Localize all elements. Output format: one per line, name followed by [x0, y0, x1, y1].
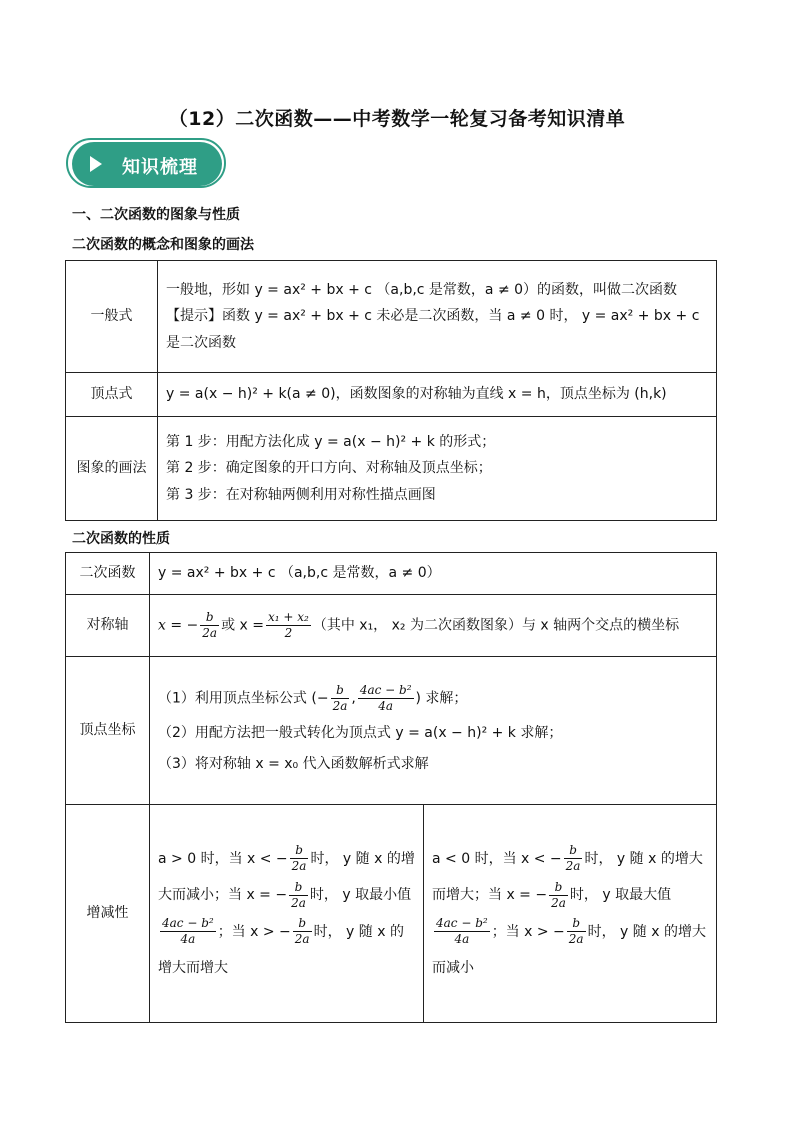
fraction-den: 2a [294, 932, 310, 946]
fraction [564, 843, 583, 874]
mono-left-3-mid: ；当 x > − [217, 923, 291, 940]
fraction-num: b [200, 610, 219, 626]
fraction-den: 2a [565, 859, 581, 874]
vertex-l1-pre: （1）利用顶点坐标公式 (− [158, 690, 329, 707]
fraction-den: 2a [568, 932, 584, 946]
mono-right-3-post: 时， y 随 x 的增大而减小 [432, 923, 706, 976]
vertex-l1-post: ) 求解； [415, 690, 468, 707]
concept-table [65, 260, 717, 521]
fraction-num: b [564, 843, 583, 859]
axis-mid: 或 x = [221, 617, 264, 634]
row-content [158, 261, 717, 373]
fraction [289, 880, 308, 911]
fraction-num: b [331, 683, 350, 699]
table-row [66, 657, 717, 805]
fraction-num: b [290, 843, 309, 859]
fraction [160, 916, 216, 947]
vertex-form-text: y = a(x − h)² + k(a ≠ 0)，函数图象的对称轴为直线 x = h，顶点坐标为 (h,k) [158, 373, 717, 417]
row-head: 一般式 [66, 261, 158, 373]
fraction-den: 4a [378, 699, 394, 714]
row-content [158, 417, 717, 521]
fraction [293, 916, 312, 947]
mono-right-3-mid: ；当 x > − [491, 923, 565, 940]
vertex-method-1: （1）利用顶点坐标公式 (− $\frac{b}{2a}$ , $\frac{\text{4ac − b²}}{4a}$ ) 求解； [158, 683, 468, 714]
fraction-den: 2a [291, 895, 306, 910]
row-head: 对称轴 [66, 595, 150, 657]
axis-post: （其中 x₁， x₂ 为二次函数图象）与 x 轴两个交点的横坐标 [312, 617, 680, 634]
step-2: 第 2 步：确定图象的开口方向、对称轴及顶点坐标； [166, 460, 492, 477]
fraction-den: 4a [454, 932, 470, 946]
general-form-tip: 【提示】函数 y = ax² + bx + c 未必是二次函数，当 a ≠ 0 时， y = ax² + bx + c 是二次函数 [166, 308, 700, 351]
mono-right-1: a < 0 时，当 x < − [432, 850, 562, 867]
fraction-num: 4ac − b² [436, 916, 488, 930]
step-1: 第 1 步：用配方法化成 y = a(x − h)² + k 的形式； [166, 433, 496, 450]
fraction [358, 683, 414, 714]
mono-left-1: a > 0 时，当 x < − [158, 850, 288, 867]
fraction [290, 843, 309, 874]
fraction-num: b [289, 880, 308, 896]
mono-left-3-post: 时， y 随 x 的增大而增大 [158, 923, 404, 976]
row-head: 二次函数 [66, 553, 150, 595]
subheading-concept: 二次函数的概念和图象的画法 [72, 237, 254, 253]
fraction-num: b [567, 916, 586, 932]
fraction-den: 2 [284, 626, 293, 640]
fraction [549, 880, 568, 911]
fraction-den: 2a [551, 895, 566, 910]
table-row [66, 805, 717, 1023]
mono-left-2-post: 时， y 取最小值 [309, 887, 412, 904]
play-icon [90, 156, 102, 172]
page-title: （12）二次函数——中考数学一轮复习备考知识清单 [168, 108, 626, 130]
mono-left-1-post: 时， y 随 x 的增大而减小；当 x = − [158, 850, 415, 904]
vertex-content [150, 657, 717, 805]
fraction [331, 683, 350, 714]
vertex-method-3: （3）将对称轴 x = x₀ 代入函数解析式求解 [158, 756, 429, 772]
mono-right-1-post: 时， y 随 x 的增大而增大；当 x = − [432, 850, 703, 904]
row-head: 顶点坐标 [66, 657, 150, 805]
fraction-den: 2a [332, 699, 348, 714]
general-form-text: 一般地，形如 y = ax² + bx + c （a,b,c 是常数，a ≠ 0）的函数，叫做二次函数 [166, 281, 678, 298]
table-row [66, 553, 717, 595]
section-heading: 一、二次函数的图象与性质 [72, 207, 240, 223]
fraction-num: b [549, 880, 568, 896]
row-head: 增减性 [66, 805, 150, 1023]
table-row [66, 373, 717, 417]
subheading-properties: 二次函数的性质 [72, 531, 170, 547]
fraction [567, 916, 586, 947]
properties-table [65, 552, 717, 1023]
fraction-num: 4ac − b² [359, 683, 412, 698]
vertex-method-2: （2）用配方法把一般式转化为顶点式 y = a(x − h)² + k 求解； [158, 725, 563, 742]
fraction-den: 4a [180, 932, 196, 946]
fraction-num: x₁ + x₂ [267, 610, 309, 624]
axis-pre: x = − [158, 617, 199, 634]
step-3: 第 3 步：在对称轴两侧利用对称性描点画图 [166, 486, 436, 503]
fraction-den: 2a [202, 626, 218, 640]
fraction [434, 916, 490, 947]
row-head: 图象的画法 [66, 417, 158, 521]
fraction-num: 4ac − b² [162, 916, 214, 930]
definition-text: y = ax² + bx + c （a,b,c 是常数，a ≠ 0） [150, 553, 717, 595]
mono-right-2-post: 时， y 取最大值 [569, 887, 672, 904]
row-head: 顶点式 [66, 373, 158, 417]
mono-right [424, 805, 717, 1023]
axis-content [150, 595, 717, 657]
fraction [266, 610, 311, 641]
fraction [200, 610, 219, 641]
fraction-num: b [293, 916, 312, 932]
table-row [66, 595, 717, 657]
table-row [66, 417, 717, 521]
banner-label: 知识梳理 [122, 157, 198, 178]
mono-left [150, 805, 424, 1023]
table-row [66, 261, 717, 373]
fraction-den: 2a [291, 859, 307, 874]
